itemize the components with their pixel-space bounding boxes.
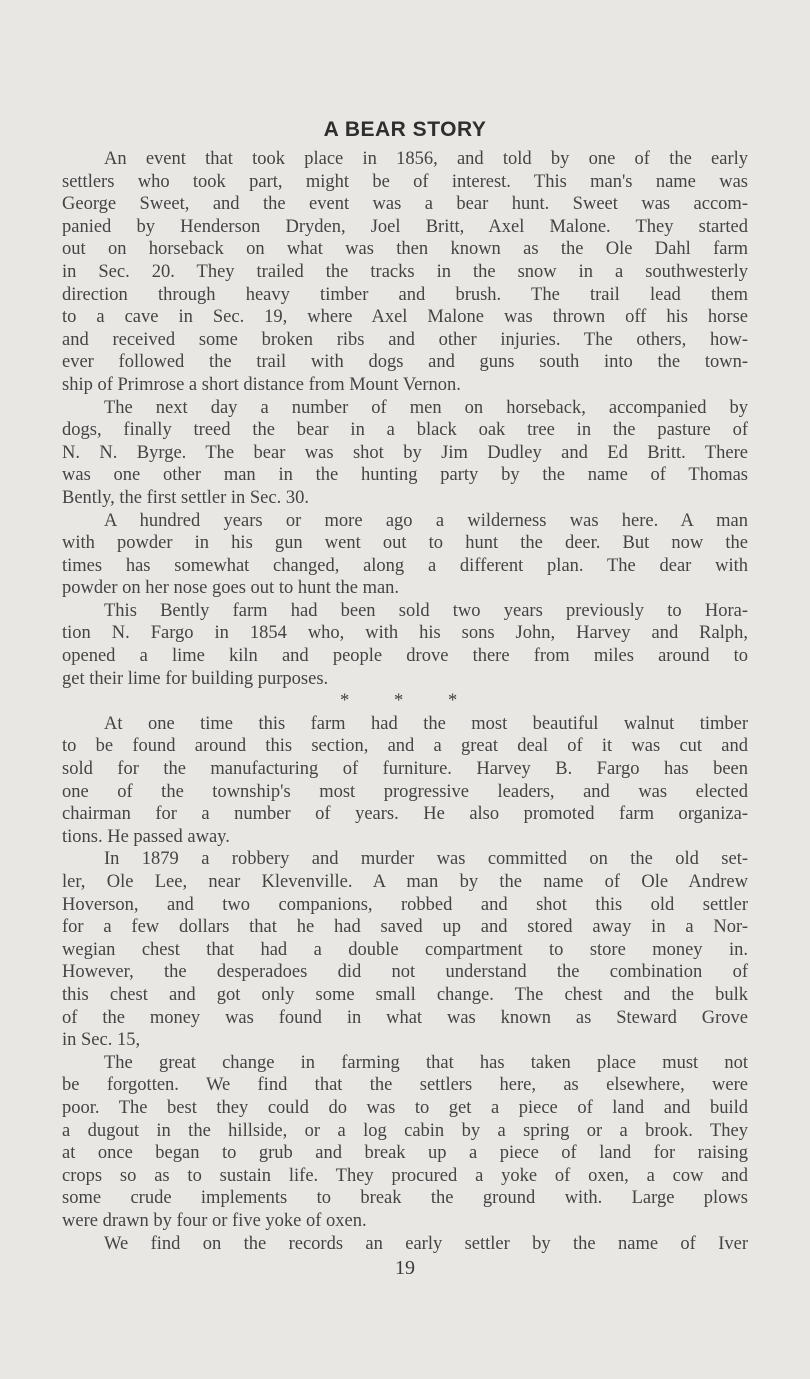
text-line: were drawn by four or five yoke of oxen. (62, 1210, 367, 1231)
text-line: one of the township's most progressive leaders, and was elected (62, 781, 748, 802)
text-line: to be found around this section, and a great deal of it was cut and (62, 736, 748, 757)
separator-asterisk: * (340, 691, 350, 712)
text-line: a dugout in the hillside, or a log cabin by a spring or a brook. They (62, 1120, 748, 1141)
text-line: Bently, the first settler in Sec. 30. (62, 487, 309, 508)
text-line: The great change in farming that has taken place must not (104, 1052, 748, 1073)
section-separator (62, 690, 748, 713)
text-line: This Bently farm had been sold two years previously to Hora- (104, 600, 748, 621)
text-line: A hundred years or more ago a wilderness was here. A man (104, 510, 748, 531)
text-line: poor. The best they could do was to get a piece of land and build (62, 1097, 748, 1118)
text-line: The next day a number of men on horseback, accompanied by (104, 397, 748, 418)
text-line: for a few dollars that he had saved up and stored away in a Nor- (62, 917, 748, 938)
text-line: times has somewhat changed, along a different plan. The dear with (62, 555, 748, 576)
text-line: of the money was found in what was known as Steward Grove (62, 1007, 748, 1028)
text-line: in Sec. 20. They trailed the tracks in the snow in a southwesterly (62, 261, 748, 282)
text-line: N. N. Byrge. The bear was shot by Jim Dudley and Ed Britt. There (62, 442, 748, 463)
text-line: tion N. Fargo in 1854 who, with his sons John, Harvey and Ralph, (62, 623, 748, 644)
text-line: settlers who took part, might be of interest. This man's name was (62, 171, 748, 192)
text-line: dogs, finally treed the bear in a black oak tree in the pasture of (62, 420, 748, 441)
text-line: crops so as to sustain life. They procured a yoke of oxen, a cow and (62, 1165, 748, 1186)
page-number: 19 (395, 1257, 415, 1279)
text-line: Hoverson, and two companions, robbed and shot this old settler (62, 894, 748, 915)
text-line: However, the desperadoes did not understand the combination of (62, 962, 748, 983)
text-line: ship of Primrose a short distance from Mount Vernon. (62, 374, 461, 395)
text-line: get their lime for building purposes. (62, 668, 329, 689)
text-line: powder on her nose goes out to hunt the man. (62, 578, 400, 599)
text-line: George Sweet, and the event was a bear hunt. Sweet was accom- (62, 194, 748, 215)
text-line: direction through heavy timber and brush. The trail lead them (62, 284, 748, 305)
separator-asterisk: * (448, 691, 458, 712)
body-text (62, 148, 748, 1255)
separator-asterisk: * (394, 691, 404, 712)
text-line: with powder in his gun went out to hunt the deer. But now the (62, 533, 748, 554)
text-line: in Sec. 15, (62, 1030, 141, 1051)
text-line: In 1879 a robbery and murder was committed on the old set- (104, 849, 748, 870)
text-line: be forgotten. We find that the settlers here, as elsewhere, were (62, 1075, 748, 1096)
text-line: opened a lime kiln and people drove there from miles around to (62, 646, 748, 667)
text-line: An event that took place in 1856, and told by one of the early (104, 149, 748, 169)
text-line: to a cave in Sec. 19, where Axel Malone was thrown off his horse (62, 307, 748, 328)
text-line: panied by Henderson Dryden, Joel Britt, Axel Malone. They started (62, 216, 748, 237)
chapter-title: A BEAR STORY (323, 118, 487, 141)
text-line: At one time this farm had the most beautiful walnut timber (104, 713, 748, 734)
text-line: We find on the records an early settler by the name of Iver (104, 1233, 748, 1254)
text-line: wegian chest that had a double compartment to store money in. (62, 939, 748, 960)
text-line: was one other man in the hunting party by the name of Thomas (62, 465, 748, 486)
text-line: out on horseback on what was then known as the Ole Dahl farm (62, 239, 748, 260)
text-line: sold for the manufacturing of furniture. Harvey B. Fargo has been (62, 759, 748, 780)
text-line: tions. He passed away. (62, 826, 230, 847)
text-line: ler, Ole Lee, near Klevenville. A man by the name of Ole Andrew (62, 872, 748, 892)
text-line: ever followed the trail with dogs and guns south into the town- (62, 352, 748, 373)
text-line: some crude implements to break the ground with. Large plows (62, 1188, 748, 1209)
text-line: chairman for a number of years. He also promoted farm organiza- (62, 804, 748, 825)
text-line: and received some broken ribs and other injuries. The others, how- (62, 329, 748, 350)
text-line: at once began to grub and break up a piece of land for raising (62, 1143, 748, 1164)
text-line: this chest and got only some small change. The chest and the bulk (62, 984, 748, 1005)
